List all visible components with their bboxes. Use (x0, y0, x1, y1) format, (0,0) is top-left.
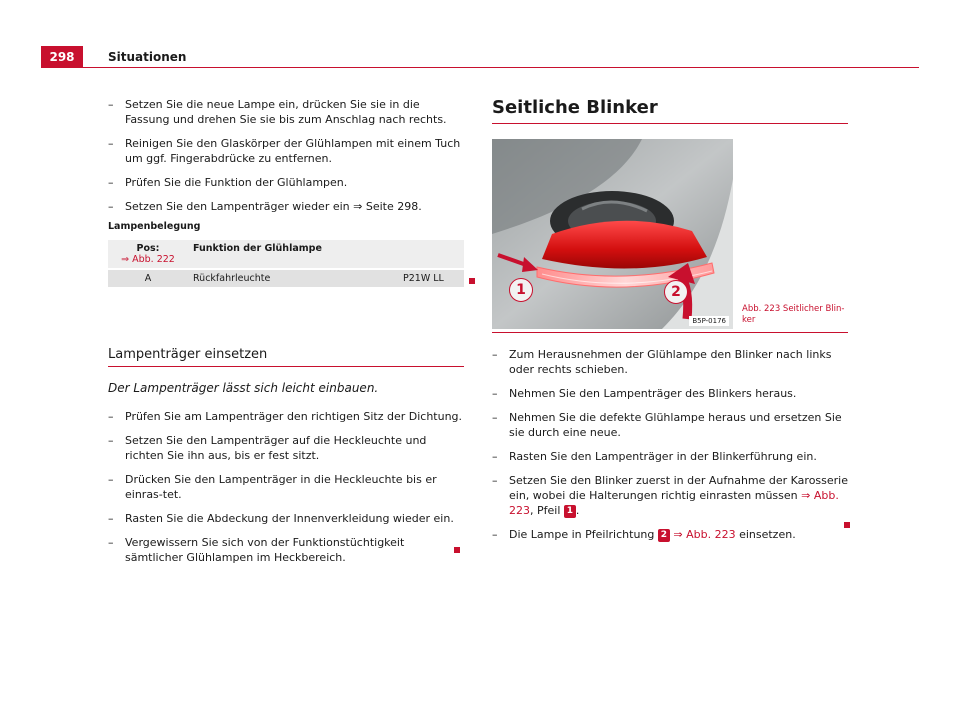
callout-badge-2: 2 (658, 529, 670, 542)
section-intro: Der Lampenträger lässt sich leicht einbauen. (108, 381, 379, 395)
callout-badge-1: 1 (564, 505, 576, 518)
blinker-illustration (492, 139, 733, 329)
figure-code: B5P-0176 (689, 316, 729, 326)
photo-side-indicator (492, 139, 733, 329)
arrow-icon: ⇒ (353, 200, 363, 213)
figure (492, 139, 848, 329)
figure-rule (492, 332, 848, 333)
list-item: – Prüfen Sie die Funktion der Glühlampen. (108, 176, 348, 189)
list-item: – Die Lampe in Pfeilrichtung 2 ⇒ Abb. 223 einsetzen. (492, 528, 796, 541)
list-item: – Setzen Sie den Lampenträger auf die Heckleuchte und richten Sie ihn aus, bis er fest sitzt. (108, 434, 427, 462)
list-item: – Rasten Sie den Lampenträger in der Blinkerführung ein. (492, 450, 817, 463)
column-header-pos: Pos: ⇒ Abb. 222 (108, 240, 188, 269)
figure-caption: Abb. 223 Seitlicher Blin-ker (742, 304, 845, 325)
header-rule (41, 67, 919, 68)
figure-link[interactable]: ⇒ Abb. 222 (121, 254, 175, 265)
lamp-table (108, 240, 464, 287)
list-item: – Reinigen Sie den Glaskörper der Glühlampen mit einem Tuch um ggf. Fingerabdrücke zu entfernen. (108, 137, 461, 165)
callout-1: 1 (509, 278, 533, 302)
steps-top (108, 97, 464, 214)
right-column (492, 97, 848, 551)
list-item: – Nehmen Sie den Lampenträger des Blinkers heraus. (492, 387, 797, 400)
section-title: Seitliche Blinker (492, 97, 848, 124)
list-item: – Vergewissern Sie sich von der Funktionstüchtigkeit sämtlicher Glühlampen im Heckbereich. (108, 536, 405, 564)
callout-2: 2 (664, 280, 688, 304)
figure-link[interactable]: ⇒ Abb. 223 (669, 528, 736, 541)
list-item: – Rasten Sie die Abdeckung der Innenverkleidung wieder ein. (108, 512, 454, 525)
table-row: A Rückfahrleuchte P21W LL (108, 269, 464, 287)
end-marker (469, 278, 475, 284)
chapter-title: Situationen (108, 50, 187, 64)
column-header-lamp (398, 240, 464, 269)
end-marker (844, 522, 850, 528)
section-title: Lampenträger einsetzen (108, 347, 464, 367)
list-item: – Setzen Sie den Lampenträger wieder ein ⇒ Seite 298. (108, 200, 422, 213)
page-number: 298 (41, 46, 83, 68)
list-item: – Drücken Sie den Lampenträger in die Heckleuchte bis er einras-tet. (108, 473, 437, 501)
column-header-function: Funktion der Glühlampe (188, 240, 398, 269)
list-item: – Nehmen Sie die defekte Glühlampe heraus und ersetzen Sie sie durch eine neue. (492, 411, 842, 439)
steps-bottom (108, 409, 464, 565)
list-item: – Setzen Sie den Blinker zuerst in der Aufnahme der Karosserie ein, wobei die Halterungen richtig einrasten müssen ⇒ Abb. 223, Pfeil 1 . (492, 474, 849, 517)
list-item: – Zum Herausnehmen der Glühlampe den Blinker nach links oder rechts schieben. (492, 348, 832, 376)
end-marker (454, 547, 460, 553)
table-label: Lampenbelegung (108, 221, 201, 232)
left-column (108, 97, 464, 574)
steps-right (492, 347, 848, 542)
list-item: – Prüfen Sie am Lampenträger den richtigen Sitz der Dichtung. (108, 410, 463, 423)
list-item: – Setzen Sie die neue Lampe ein, drücken Sie sie in die Fassung und drehen Sie sie bis zum Anschlag nach rechts. (108, 98, 447, 126)
page-link[interactable]: Seite 298 (362, 200, 419, 213)
figure-link[interactable]: ⇒ Abb. 223 (509, 489, 839, 517)
